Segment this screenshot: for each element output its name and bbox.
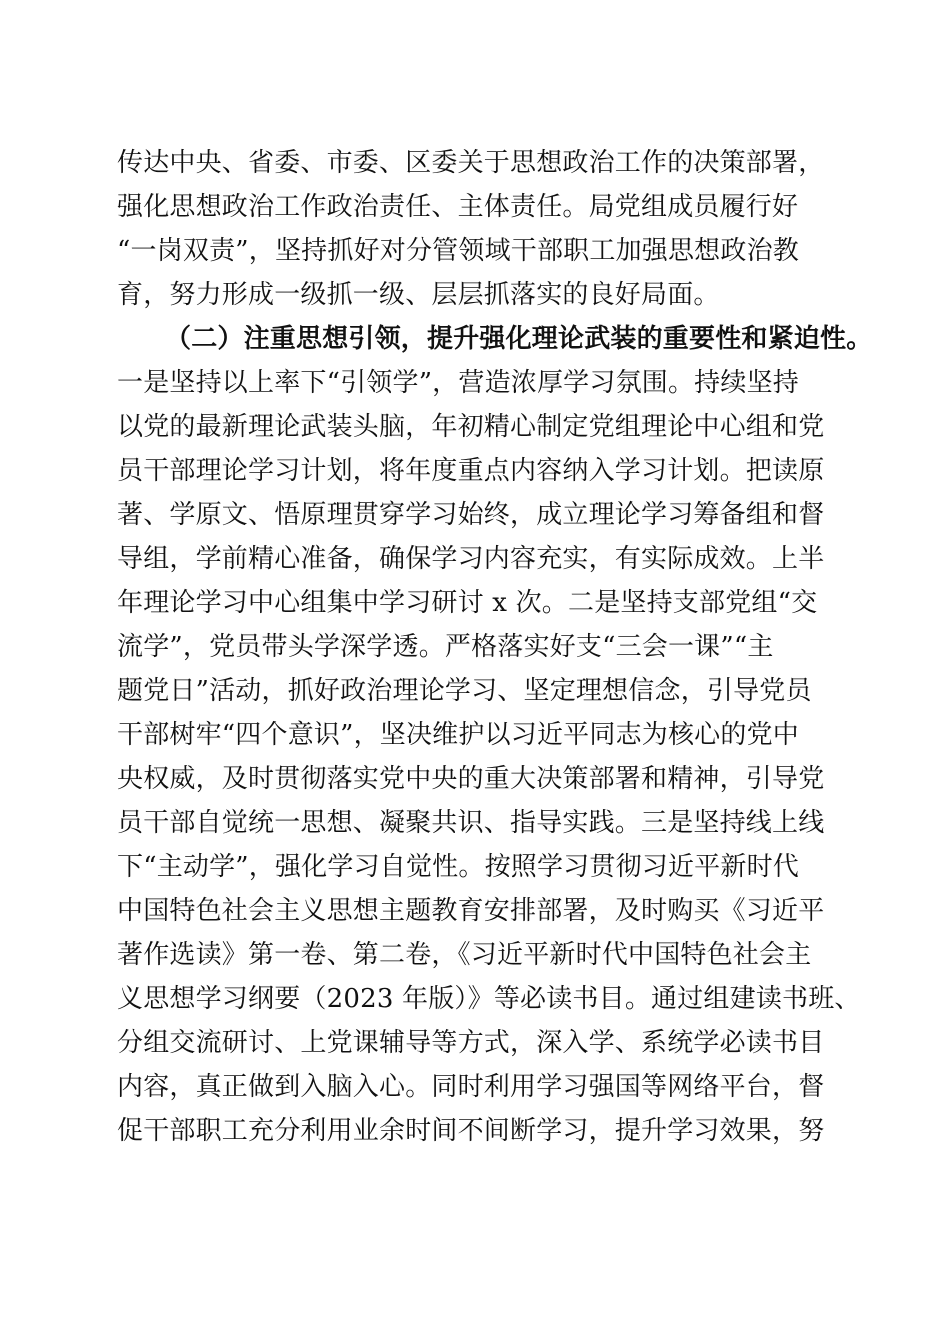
body-text-line: 央权威，及时贯彻落实党中央的重大决策部署和精神，引导党	[117, 764, 825, 794]
body-text-line: “一岗双责”，坚持抓好对分管领域干部职工加强思想政治教	[117, 236, 799, 266]
body-text-line: 促干部职工充分利用业余时间不间断学习，提升学习效果，努	[117, 1116, 825, 1146]
body-text-line: 著作选读》第一卷、第二卷，《习近平新时代中国特色社会主	[117, 940, 812, 970]
body-text-line: 以党的最新理论武装头脑，年初精心制定党组理论中心组和党	[117, 412, 825, 442]
body-text-line: 题党日”活动，抓好政治理论学习、坚定理想信念，引导党员	[117, 676, 812, 706]
section-heading: （二）注重思想引领，提升强化理论武装的重要性和紧迫性。	[165, 324, 873, 354]
body-text-line: 育，努力形成一级抓一级、层层抓落实的良好局面。	[117, 280, 720, 310]
body-text-line: 内容，真正做到入脑入心。同时利用学习强国等网络平台，督	[117, 1072, 825, 1102]
body-text-line: 一是坚持以上率下“引领学”，营造浓厚学习氛围。持续坚持	[117, 368, 799, 398]
body-text-line: 著、学原文、悟原理贯穿学习始终，成立理论学习筹备组和督	[117, 500, 825, 530]
body-text-line: 员干部理论学习计划，将年度重点内容纳入学习计划。把读原	[117, 456, 825, 486]
body-text-line: 下“主动学”，强化学习自觉性。按照学习贯彻习近平新时代	[117, 852, 799, 882]
body-text-line: 中国特色社会主义思想主题教育安排部署，及时购买《习近平	[117, 896, 825, 926]
body-text-line: 年理论学习中心组集中学习研讨 x 次。二是坚持支部党组“交	[117, 588, 818, 618]
body-text-line: 传达中央、省委、市委、区委关于思想政治工作的决策部署，	[117, 148, 825, 178]
body-text-line: 导组，学前精心准备，确保学习内容充实，有实际成效。上半	[117, 544, 825, 574]
body-text-line: 强化思想政治工作政治责任、主体责任。局党组成员履行好	[117, 192, 799, 222]
body-text-line: 流学”，党员带头学深学透。严格落实好支“三会一课”“主	[117, 632, 774, 662]
body-text-line: 分组交流研讨、上党课辅导等方式，深入学、系统学必读书目	[117, 1028, 825, 1058]
body-text-line: 干部树牢“四个意识”，坚决维护以习近平同志为核心的党中	[117, 720, 799, 750]
body-text-line: 义思想学习纲要（2023 年版）》等必读书目。通过组建读书班、	[117, 984, 861, 1014]
body-text-line: 员干部自觉统一思想、凝聚共识、指导实践。三是坚持线上线	[117, 808, 825, 838]
